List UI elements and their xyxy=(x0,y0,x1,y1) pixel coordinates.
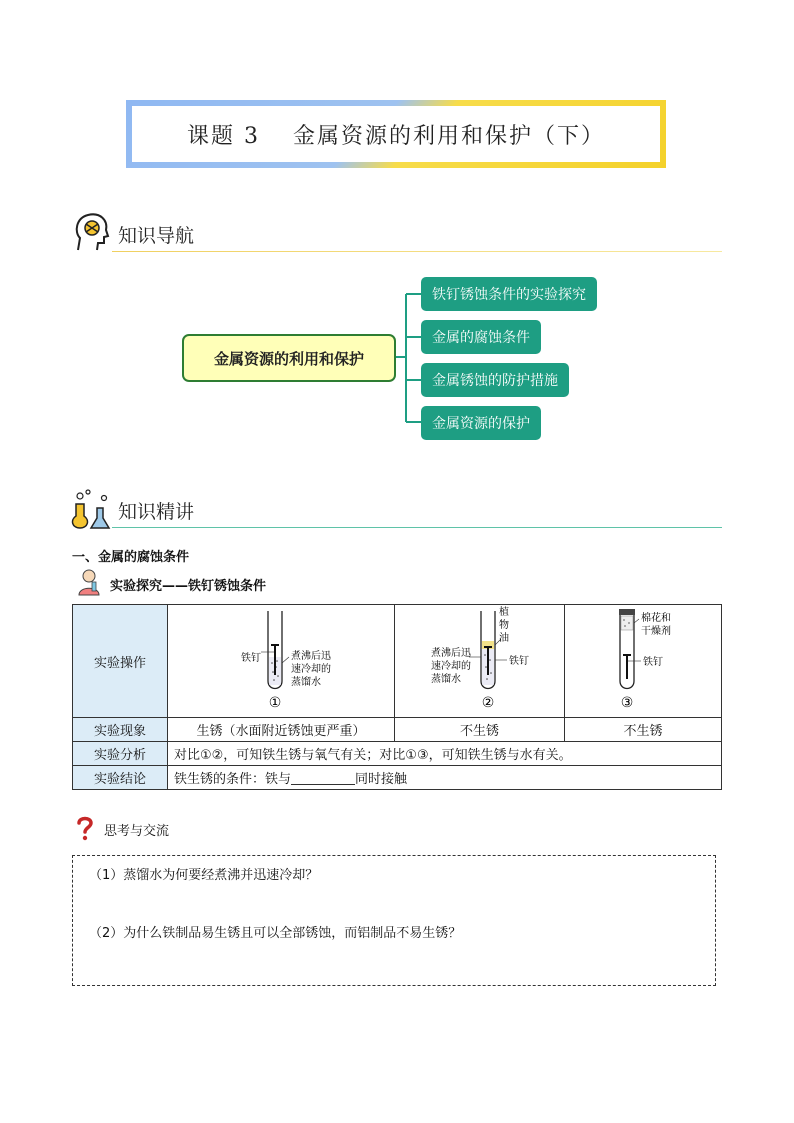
row-label-operation: 实验操作 xyxy=(73,605,168,718)
svg-text:干燥剂: 干燥剂 xyxy=(641,626,671,637)
mindmap-root: 金属资源的利用和保护 xyxy=(182,334,396,382)
conclusion-cell: 铁生锈的条件：铁与 同时接触 xyxy=(168,766,722,790)
mindmap-node: 铁钉锈蚀条件的实验探究 xyxy=(421,277,597,311)
question-box xyxy=(72,855,716,986)
tube-cell-2 xyxy=(395,605,565,718)
svg-text:植: 植 xyxy=(498,607,509,618)
mindmap-node: 金属锈蚀的防护措施 xyxy=(421,363,569,397)
row-label-phenomenon: 实验现象 xyxy=(73,718,168,742)
tube1-number: ① xyxy=(268,695,282,711)
test-tube-2-diagram xyxy=(397,605,563,713)
tube2-nail-label: 铁钉 xyxy=(508,656,529,667)
svg-text:煮沸后迅: 煮沸后迅 xyxy=(291,651,331,662)
page-title: 课题 3 金属资源的利用和保护（下） xyxy=(187,123,605,149)
row-label-conclusion: 实验结论 xyxy=(73,766,168,790)
scientist-icon xyxy=(76,568,102,596)
lab-flask-icon xyxy=(70,486,114,530)
analysis-text: 对比①②，可知铁生锈与氧气有关；对比①③，可知铁生锈与水有关。 xyxy=(168,742,722,766)
phenomenon-2: 不生锈 xyxy=(395,718,565,742)
phenomenon-1: 生锈（水面附近锈蚀更严重） xyxy=(168,718,395,742)
svg-text:蒸馏水: 蒸馏水 xyxy=(430,674,461,685)
section-lecture-title: 知识精讲 xyxy=(118,501,195,523)
tube1-nail-label: 铁钉 xyxy=(241,653,261,664)
experiment-table xyxy=(72,604,722,790)
think-discuss-title: 思考与交流 xyxy=(104,824,170,839)
tube2-number: ② xyxy=(481,695,494,711)
heading-corrosion: 一、金属的腐蚀条件 xyxy=(72,550,190,565)
tube-cell-1 xyxy=(168,605,395,718)
question-mark-icon xyxy=(74,815,96,841)
heading-experiment: 实验探究——铁钉锈蚀条件 xyxy=(110,579,267,594)
brain-head-icon xyxy=(70,210,114,254)
row-label-analysis: 实验分析 xyxy=(73,742,168,766)
answer-blank[interactable] xyxy=(291,772,355,785)
svg-text:油: 油 xyxy=(498,633,509,644)
mindmap-node: 金属的腐蚀条件 xyxy=(421,320,541,354)
test-tube-1-diagram xyxy=(171,605,391,713)
svg-text:蒸馏水: 蒸馏水 xyxy=(291,677,321,688)
svg-text:煮沸后迅: 煮沸后迅 xyxy=(430,648,471,659)
mindmap-node: 金属资源的保护 xyxy=(421,406,541,440)
section-lecture-header xyxy=(70,486,722,530)
test-tube-3-diagram xyxy=(565,605,721,713)
tube-cell-3 xyxy=(565,605,722,718)
svg-text:速冷却的: 速冷却的 xyxy=(430,661,471,672)
svg-text:速冷却的: 速冷却的 xyxy=(291,664,331,675)
question-2: （2）为什么铁制品易生锈且可以全部锈蚀，而铝制品不易生锈？ xyxy=(89,926,462,941)
section-nav-header xyxy=(70,210,722,254)
svg-text:棉花和: 棉花和 xyxy=(641,613,671,624)
title-frame xyxy=(126,100,666,168)
tube3-number: ③ xyxy=(620,695,634,711)
tube3-nail-label: 铁钉 xyxy=(643,657,663,668)
phenomenon-3: 不生锈 xyxy=(565,718,722,742)
section-nav-title: 知识导航 xyxy=(118,225,195,247)
question-1: （1）蒸馏水为何要经煮沸并迅速冷却？ xyxy=(89,868,319,883)
svg-text:物: 物 xyxy=(498,620,509,631)
